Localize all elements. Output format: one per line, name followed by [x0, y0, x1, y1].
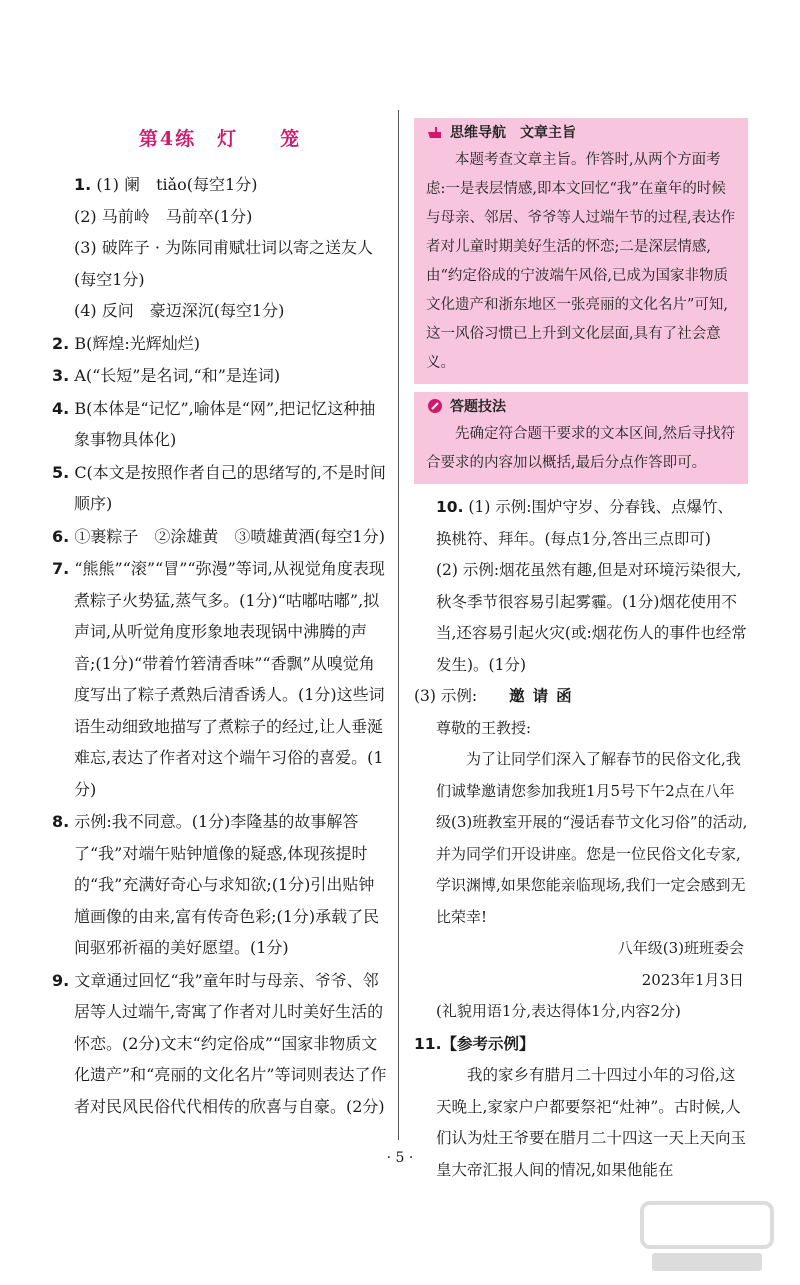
tip-box-title: 思维导航 文章主旨	[450, 125, 576, 141]
answer-number: 2.	[52, 333, 70, 353]
left-column	[52, 118, 388, 1123]
answer-number: 8.	[52, 812, 70, 831]
answer-number: 1.	[74, 175, 92, 194]
answer-number: 3.	[52, 366, 70, 385]
pointing-hand-icon	[426, 123, 444, 141]
letter-label: (3) 示例:	[414, 687, 478, 705]
answer-number: 9.	[52, 970, 70, 990]
letter-greeting: 尊敬的王教授:	[436, 718, 532, 737]
tip-box-body: 本题考查文章主旨。作答时,从两个方面考虑:一是表层情感,即本文回忆“我”在童年的时候与母亲、邻居、爷爷等人过端午节的过程,表达作者对儿童时期美好生活的怀恋;二是深层情感,由“约定俗成的宁波端午风俗,已成为国家非物质文化遗产和浙东地区一张亮丽的文化名片”可知,这一风俗习惯已上升到文化层面,具有了社会意义。	[426, 152, 736, 371]
answer-8	[52, 806, 388, 964]
letter-signature: 八年级(3)班班委会	[617, 939, 744, 957]
answer-text: “熊熊”“滚”“冒”“弥漫”等词,从视觉角度表现煮粽子火势猛,蒸气多。(1分)“咕嘟咕嘟”,拟声词,从听觉角度形象地表现锅中沸腾的声音;(1分)“带着竹箬清香味”“香飘”从嗅觉角度写出了粽子煮熟后清香诱人。(1分)这些词语生动细致地描写了煮粽子的经过,让人垂涎难忘,表达了作者对这个端午习俗的喜爱。(1分)	[74, 559, 385, 799]
answer-number: 4.	[52, 398, 70, 418]
letter-body: 为了让同学们深入了解春节的民俗文化,我们诚挚邀请您参加我班1月5号下午2点在八年级(3)班教室开展的“漫话春节文化习俗”的活动,并为同学们开设讲座。您是一位民俗文化专家,学识渊博,如果您能亲临现场,我们一定会感到无比荣幸!	[436, 750, 748, 926]
answer-text: (1) 示例:围炉守岁、分春钱、点爆竹、换桃符、拜年。(每点1分,答出三点即可)	[436, 498, 734, 548]
answer-text: (3) 破阵子 · 为陈同甫赋壮词以寄之送友人(每空1分)	[74, 238, 374, 289]
answer-number: 7.	[52, 559, 70, 578]
answer-1	[52, 169, 388, 327]
answer-text: (2) 马前岭 马前卒(1分)	[74, 206, 253, 226]
tip-box-header	[426, 122, 736, 142]
answer-number: 5.	[52, 462, 70, 482]
answer-text: 文章通过回忆“我”童年时与母亲、爷爷、邻居等人过端午,寄寓了作者对儿时美好生活的怀恋。(2分)文末“约定俗成”“国家非物质文化遗产”和“亮丽的文化名片”等词则表达了作者对民风民俗代代相传的欣喜与自豪。(2分)	[74, 970, 387, 1116]
answer-text: (2) 示例:烟花虽然有趣,但是对环境污染很大,秋冬季节很容易引起雾霾。(1分)烟花使用不当,还容易引起火灾(或:烟花伤人的事件也经常发生)。(1分)	[436, 561, 747, 674]
watermark-logo	[632, 1197, 782, 1277]
answer-10	[414, 492, 748, 1028]
answer-text: A(“长短”是名词,“和”是连词)	[74, 366, 281, 385]
letter-title-line	[414, 681, 748, 713]
answer-text: 示例:我不同意。(1分)李隆基的故事解答了“我”对端午贴钟馗像的疑惑,体现孩提时的“我”充满好奇心与求知欲;(1分)引出贴钟馗画像的由来,富有传奇色彩;(1分)承载了民间驱邪祈福的美好愿望。(1分)	[74, 812, 380, 957]
answer-text: (4) 反问 豪迈深沉(每空1分)	[74, 301, 285, 320]
answer-5	[52, 457, 388, 520]
page-title: 第4练 灯 笼	[138, 128, 302, 150]
answer-7	[52, 553, 388, 805]
tip-box-title: 答题技法	[450, 399, 506, 415]
answer-2	[52, 328, 388, 360]
tip-box-body: 先确定符合题干要求的文本区间,然后寻找符合要求的内容加以概括,最后分点作答即可。	[426, 426, 736, 471]
tip-box-thinking	[414, 118, 748, 384]
right-column	[414, 118, 748, 1187]
answer-number: 10.	[436, 498, 464, 516]
answer-text: C(本文是按照作者自己的思绪写的,不是时间顺序)	[74, 462, 386, 513]
answer-heading: 【参考示例】	[441, 1034, 535, 1053]
answer-number: 6.	[52, 526, 70, 546]
answer-4	[52, 393, 388, 456]
column-divider	[398, 110, 399, 1140]
answer-text: B(本体是“记忆”,喻体是“网”,把记忆这种抽象事物具体化)	[74, 398, 376, 449]
answer-text: (1) 阑 tiǎo(每空1分)	[96, 175, 258, 194]
answer-text: 我的家乡有腊月二十四过小年的习俗,这天晚上,家家户户都要祭祀“灶神”。古时候,人们认为灶王爷要在腊月二十四这一天上天向玉皇大帝汇报人间的情况,如果他能在	[436, 1066, 747, 1179]
letter-title: 邀请函	[509, 687, 580, 705]
answer-number: 11.	[414, 1034, 442, 1053]
page-number: · 5 ·	[386, 1150, 414, 1166]
tip-box-technique	[414, 392, 748, 484]
scoring-note: (礼貌用语1分,表达得体1分,内容2分)	[436, 1002, 681, 1020]
answer-text: ①裹粽子 ②涂雄黄 ③喷雄黄酒(每空1分)	[74, 526, 385, 546]
letter-date: 2023年1月3日	[641, 970, 744, 989]
answer-text: B(辉煌:光辉灿烂)	[74, 333, 200, 353]
answer-3	[52, 360, 388, 392]
answer-6	[52, 521, 388, 553]
tip-box-header	[426, 396, 736, 416]
pen-icon	[426, 397, 444, 415]
answer-9	[52, 965, 388, 1123]
invitation-letter	[414, 713, 748, 1028]
